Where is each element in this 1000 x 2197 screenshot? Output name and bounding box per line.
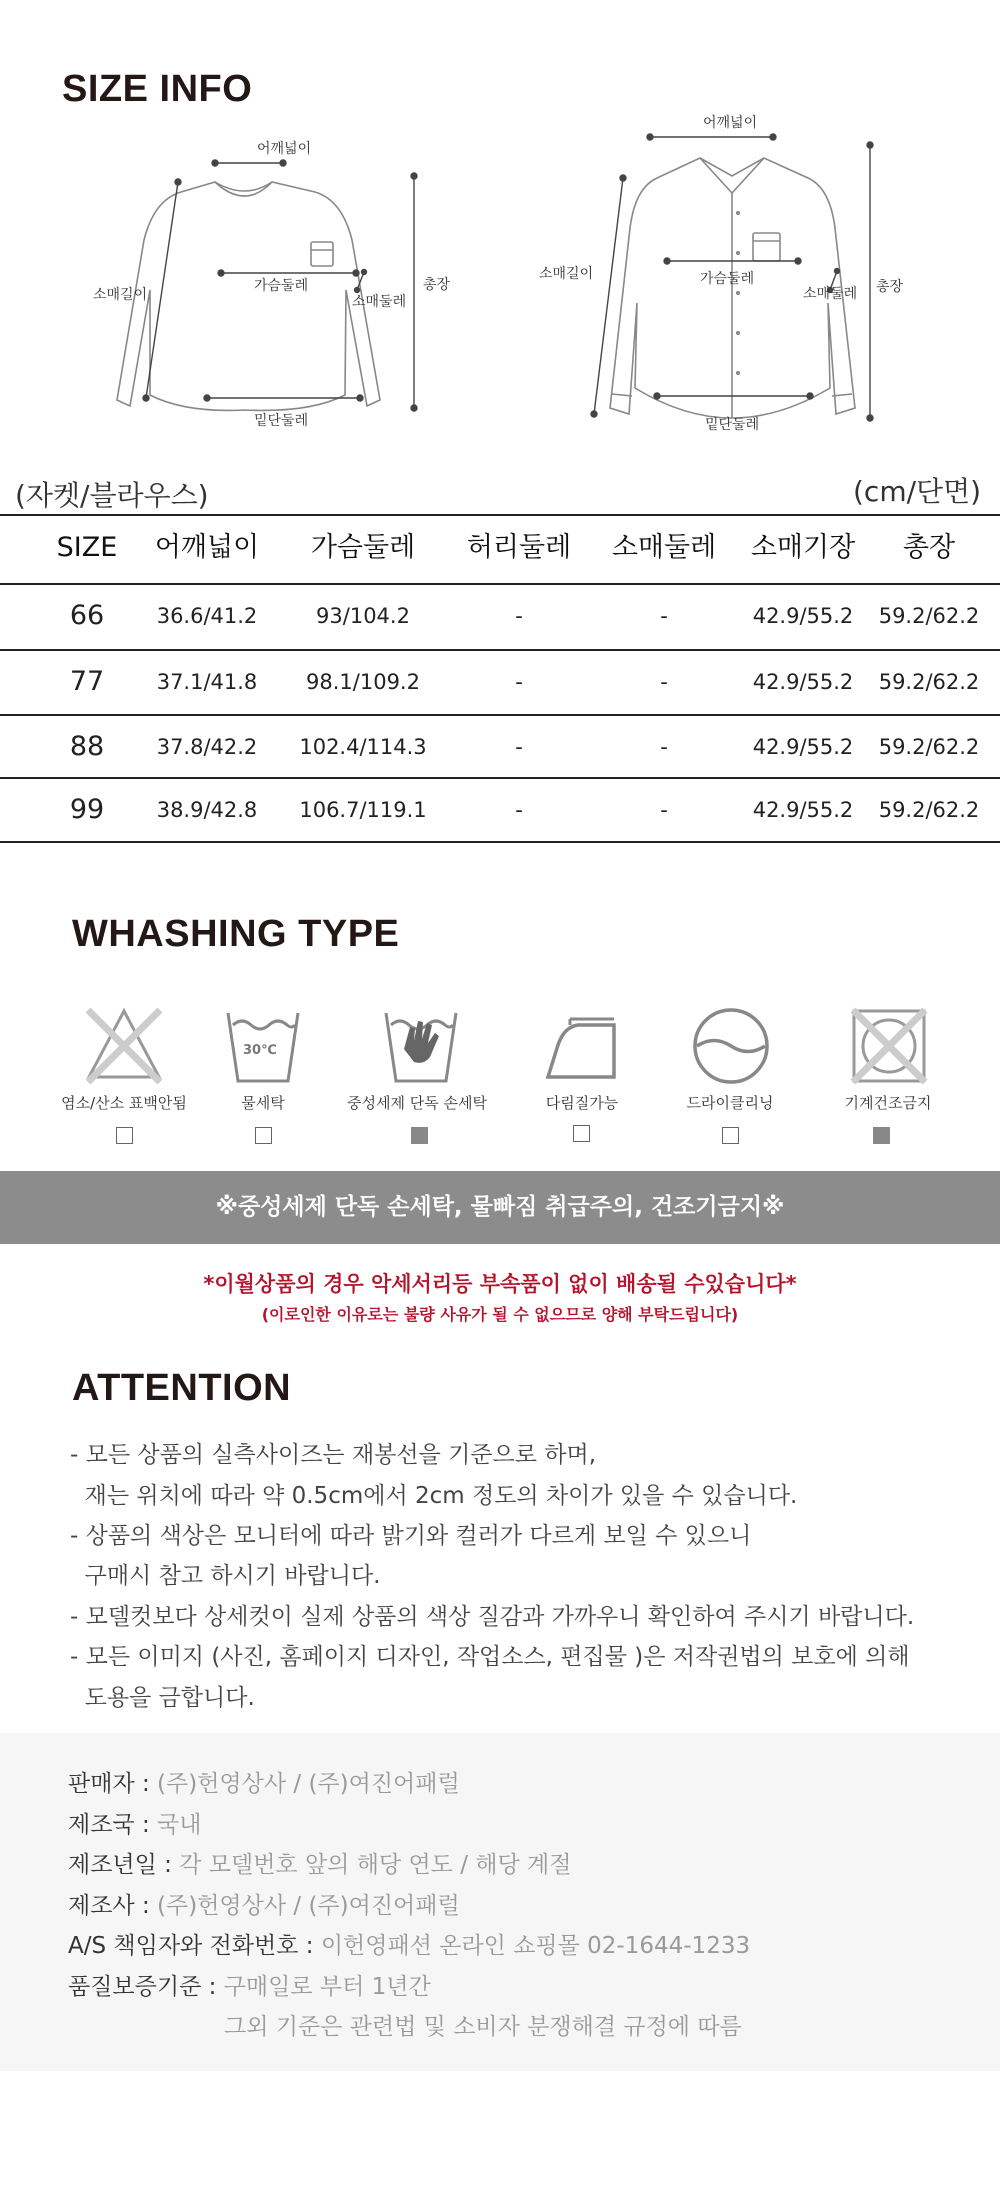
table-bottom-rule <box>0 841 1000 843</box>
table-unit: (cm/단면) <box>853 475 982 508</box>
info-row-as-contact <box>68 1927 750 1960</box>
washing-label-hand-wash: 중성세제 단독 손세탁 <box>347 1094 487 1112</box>
header-sleeve-width: 소매둘레 <box>611 532 717 563</box>
cell-chest: 102.4/114.3 <box>299 735 427 759</box>
washing-label-no-tumble-dry: 기계건조금지 <box>844 1094 932 1112</box>
cell-chest: 98.1/109.2 <box>306 670 420 694</box>
no-bleach-icon <box>83 1005 165 1087</box>
notice-line-1: *이월상품의 경우 악세서리등 부속품이 없이 배송될 수있습니다* <box>203 1272 797 1296</box>
washing-checkbox-iron <box>573 1125 590 1142</box>
info-key: 제조국 : <box>68 1812 158 1838</box>
cell-waist: - <box>515 735 523 759</box>
cell-size: 88 <box>69 731 105 762</box>
cell-size: 99 <box>69 794 105 825</box>
cell-total-length: 59.2/62.2 <box>878 604 980 628</box>
left-label-hem: 밑단둘레 <box>254 413 309 429</box>
info-value: 이헌영패션 온라인 쇼핑몰 02-1644-1233 <box>320 1933 751 1959</box>
info-key: 제조사 : <box>68 1893 158 1919</box>
table-row <box>0 715 1000 779</box>
header-total-length: 총장 <box>902 532 956 563</box>
cell-size: 77 <box>69 666 105 697</box>
iron-icon <box>540 1005 622 1087</box>
right-label-hem: 밑단둘레 <box>705 417 760 433</box>
info-value: 각 모델번호 앞의 해당 연도 / 해당 계절 <box>179 1852 572 1878</box>
washing-checkbox-water-wash <box>255 1127 272 1144</box>
washing-checkbox-no-tumble-dry <box>873 1127 890 1144</box>
info-value: 국내 <box>157 1812 202 1838</box>
wash-temp-label: 30℃ <box>243 1043 277 1058</box>
cell-total-length: 59.2/62.2 <box>878 670 980 694</box>
cell-sleeve-length: 42.9/55.2 <box>752 604 854 628</box>
header-shoulder: 어깨넓이 <box>154 532 260 563</box>
cell-sleeve-length: 42.9/55.2 <box>752 798 854 822</box>
dry-clean-icon <box>690 1005 772 1087</box>
cell-sleeve-width: - <box>660 735 668 759</box>
info-row-seller <box>68 1765 460 1798</box>
info-row-manufacturer <box>68 1887 460 1920</box>
attention-line: - 모든 상품의 실측사이즈는 재봉선을 기준으로 하며, <box>70 1442 597 1468</box>
header-size: SIZE <box>56 532 118 563</box>
header-sleeve-length: 소매기장 <box>750 532 856 563</box>
info-key: 제조년일 : <box>68 1852 180 1878</box>
product-info-panel <box>0 1733 1000 2071</box>
info-row-country <box>68 1806 201 1839</box>
size-info-title: SIZE INFO <box>62 68 253 110</box>
washing-label-iron: 다림질가능 <box>545 1094 619 1112</box>
cell-sleeve-width: - <box>660 604 668 628</box>
info-key: 품질보증기준 : <box>68 1974 224 2000</box>
cell-sleeve-width: - <box>660 670 668 694</box>
left-label-total-length: 총장 <box>423 277 451 293</box>
table-category: (자켓/블라우스) <box>15 479 209 512</box>
attention-line: 도용을 금합니다. <box>70 1685 255 1711</box>
notice-line-2: (이로인한 이유로는 불량 사유가 될 수 없으므로 양해 부탁드립니다) <box>261 1305 739 1324</box>
right-label-sleeve-length: 소매길이 <box>539 266 594 282</box>
attention-line: - 모델컷보다 상세컷이 실제 상품의 색상 질감과 가까우니 확인하여 주시기 바랍니다. <box>70 1604 915 1630</box>
attention-line: 구매시 참고 하시기 바랍니다. <box>70 1563 381 1589</box>
cell-sleeve-width: - <box>660 798 668 822</box>
info-value: (주)헌영상사 / (주)여진어패럴 <box>157 1893 460 1919</box>
info-value: (주)헌영상사 / (주)여진어패럴 <box>157 1771 460 1797</box>
cell-shoulder: 36.6/41.2 <box>156 604 258 628</box>
cell-waist: - <box>515 604 523 628</box>
no-tumble-dry-icon <box>848 1005 930 1087</box>
left-label-sleeve-length: 소매길이 <box>93 287 148 303</box>
right-label-sleeve-width: 소매둘레 <box>803 286 858 302</box>
right-label-shoulder: 어깨넓이 <box>703 115 758 131</box>
cell-waist: - <box>515 670 523 694</box>
attention-line: - 상품의 색상은 모니터에 따라 밝기와 컬러가 다르게 보일 수 있으니 <box>70 1523 752 1549</box>
hand-wash-icon <box>380 1005 462 1087</box>
header-chest: 가슴둘레 <box>310 532 416 563</box>
cell-sleeve-length: 42.9/55.2 <box>752 735 854 759</box>
table-row <box>0 778 1000 842</box>
table-header-row <box>0 516 1000 580</box>
cell-shoulder: 37.8/42.2 <box>156 735 258 759</box>
cell-size: 66 <box>69 600 105 631</box>
cell-shoulder: 37.1/41.8 <box>156 670 258 694</box>
washing-title: WHASHING TYPE <box>72 913 400 955</box>
washing-label-no-bleach: 염소/산소 표백안됨 <box>61 1094 187 1112</box>
info-key: A/S 책임자와 전화번호 : <box>68 1933 321 1959</box>
washing-checkbox-dry-clean <box>722 1127 739 1144</box>
washing-checkbox-no-bleach <box>116 1127 133 1144</box>
attention-title: ATTENTION <box>72 1367 292 1409</box>
left-label-chest: 가슴둘레 <box>254 278 309 294</box>
washing-label-dry-clean: 드라이클리닝 <box>686 1094 774 1112</box>
attention-line: 재는 위치에 따라 약 0.5cm에서 2cm 정도의 차이가 있을 수 있습니다. <box>70 1483 798 1509</box>
washing-banner: ※중성세제 단독 손세탁, 물빠짐 취급주의, 건조기금지※ <box>0 1171 1000 1244</box>
info-row-warranty <box>68 1968 431 2001</box>
info-row-extra: 그외 기준은 관련법 및 소비자 분쟁해결 규정에 따름 <box>224 2014 742 2040</box>
info-value: 구매일로 부터 1년간 <box>223 1974 431 2000</box>
left-label-sleeve-width: 소매둘레 <box>352 294 407 310</box>
attention-line: - 모든 이미지 (사진, 홈페이지 디자인, 작업소스, 편집물 )은 저작권법의 보호에 의해 <box>70 1644 910 1670</box>
table-row <box>0 650 1000 714</box>
cell-chest: 93/104.2 <box>316 604 410 628</box>
cell-waist: - <box>515 798 523 822</box>
right-label-total-length: 총장 <box>876 279 904 295</box>
washing-checkbox-hand-wash <box>411 1127 428 1144</box>
cell-total-length: 59.2/62.2 <box>878 735 980 759</box>
right-label-chest: 가슴둘레 <box>700 271 755 287</box>
cell-sleeve-length: 42.9/55.2 <box>752 670 854 694</box>
info-row-date <box>68 1846 571 1879</box>
left-label-shoulder: 어깨넓이 <box>257 141 312 157</box>
washing-label-water-wash: 물세탁 <box>241 1094 285 1112</box>
cell-total-length: 59.2/62.2 <box>878 798 980 822</box>
header-waist: 허리둘레 <box>466 532 572 563</box>
cell-chest: 106.7/119.1 <box>299 798 427 822</box>
table-row <box>0 584 1000 648</box>
info-key: 판매자 : <box>68 1771 158 1797</box>
cell-shoulder: 38.9/42.8 <box>156 798 258 822</box>
